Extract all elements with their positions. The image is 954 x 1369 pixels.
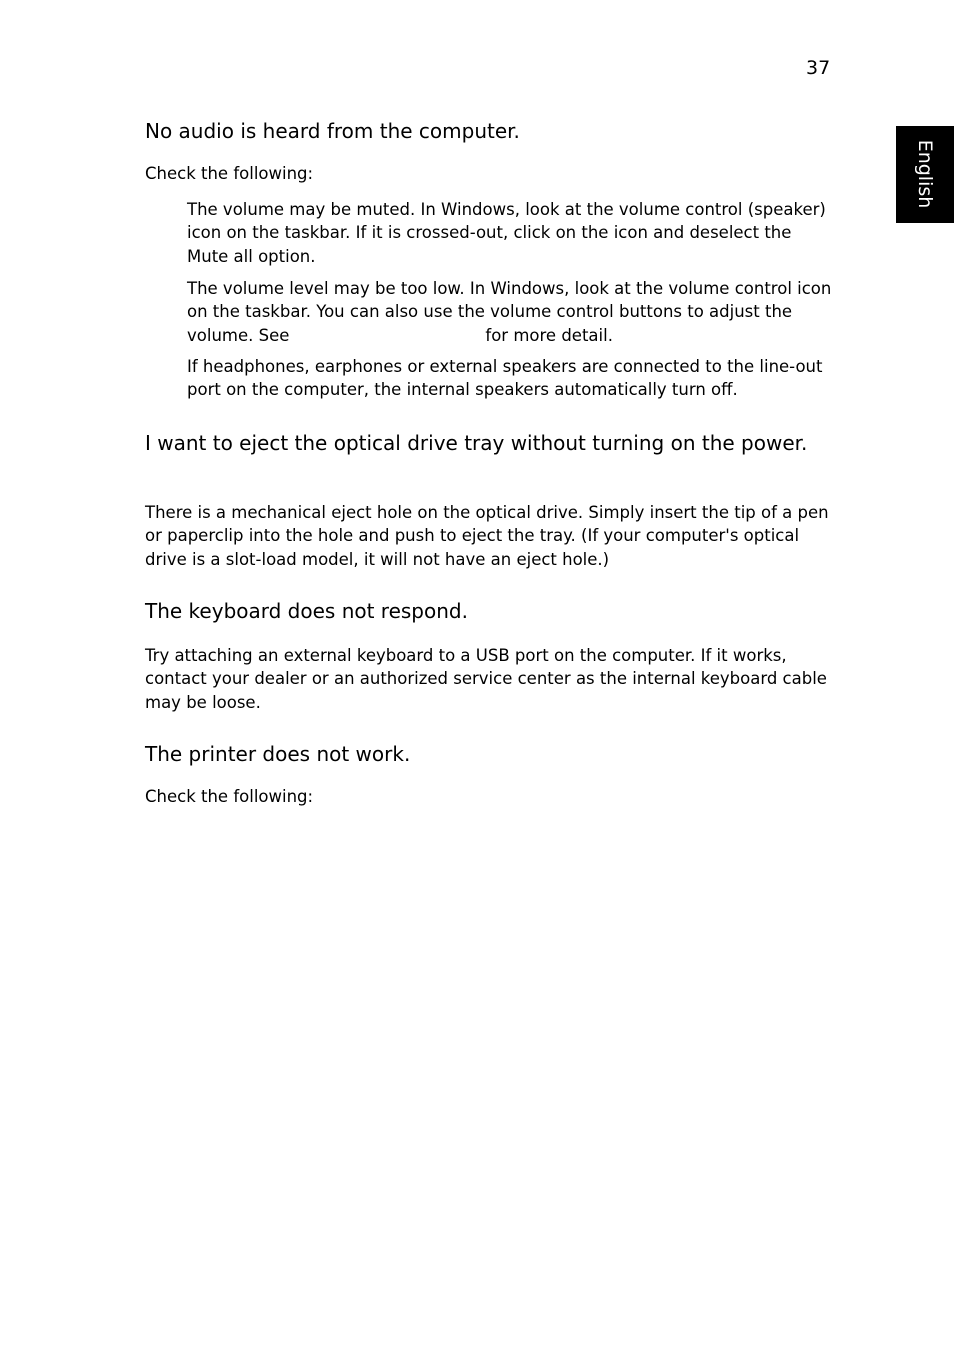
check-following-printer: Check the following: <box>145 787 314 806</box>
section-title-no-audio: No audio is heard from the computer. <box>145 119 520 143</box>
section-title-printer: The printer does not work. <box>145 742 411 766</box>
audio-item-muted-text: The volume may be muted. In Windows, look at the volume control (speaker) icon on the taskbar. If it is crossed-out, click on the icon and deselect the <box>187 200 826 243</box>
keyboard-body: Try attaching an external keyboard to a USB port on the computer. If it works, contact your dealer or an authorized service center as the internal keyboard cable may be loose. <box>145 646 827 712</box>
language-tab <box>896 126 954 223</box>
audio-item-headphones: If headphones, earphones or external speakers are connected to the line-out port on the computer, the internal speakers automatically turn off. <box>187 357 823 400</box>
audio-item-volume-low-text: The volume level may be too low. In Windows, look at the volume control icon on the taskbar. You can also use the volume control buttons to adjust the volume. See <box>187 279 832 345</box>
audio-item-muted-text-end: option. <box>252 246 316 266</box>
page-number: 37 <box>806 57 831 79</box>
audio-item-volume-low <box>187 277 837 347</box>
section-title-keyboard: The keyboard does not respond. <box>145 599 468 623</box>
audio-item-muted <box>187 198 837 268</box>
mute-all-option-label: Mute all <box>187 246 253 266</box>
section-title-eject: I want to eject the optical drive tray without turning on the power. <box>145 431 808 455</box>
eject-body: There is a mechanical eject hole on the optical drive. Simply insert the tip of a pen or paperclip into the hole and push to eject the tray. (If your computer's optical drive is a slot-load model, it will not have an eject hole.) <box>145 503 829 569</box>
audio-item-volume-low-text-end: for more detail. <box>485 325 613 345</box>
check-following-audio: Check the following: <box>145 164 314 183</box>
language-tab-label: English <box>914 139 936 209</box>
